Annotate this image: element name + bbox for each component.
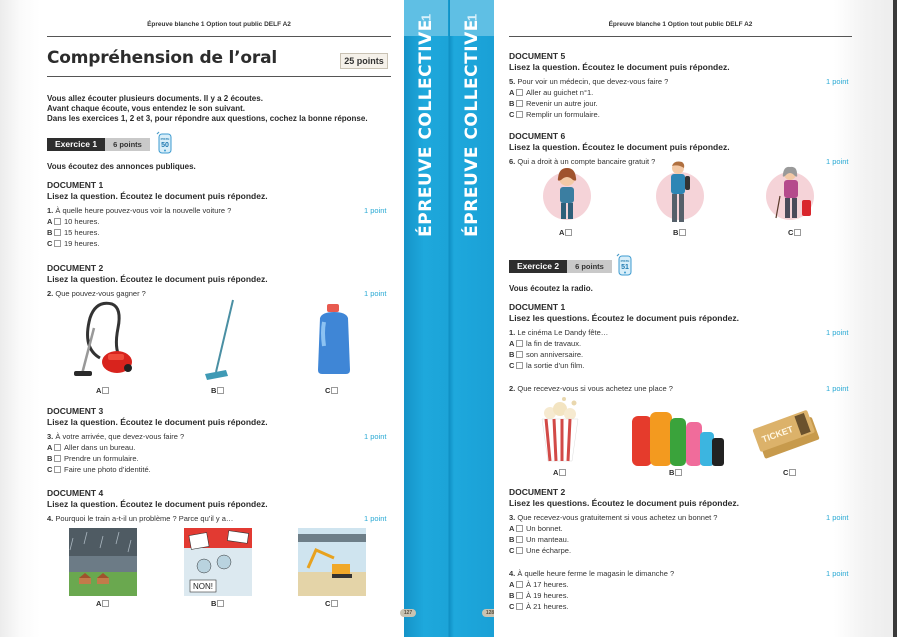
- document-instruction: Lisez la question. Écoutez le document puis répondez.: [47, 499, 268, 509]
- option-c[interactable]: [47, 465, 151, 474]
- checkbox[interactable]: [102, 600, 109, 607]
- detergent-bottle-image: [314, 302, 354, 376]
- option-c[interactable]: [509, 546, 571, 555]
- checkbox[interactable]: [516, 100, 523, 107]
- svg-text:TICKET: TICKET: [760, 424, 795, 445]
- child-girl-image: [541, 166, 593, 224]
- option-text: Un manteau.: [526, 535, 569, 544]
- option-letter: B: [673, 228, 679, 237]
- question-text: Le cinéma Le Dandy fête…: [517, 328, 609, 337]
- question-text: Pourquoi le train a-t-il un problème ? Parce qu’il y a…: [55, 514, 234, 523]
- option-a[interactable]: [509, 88, 593, 97]
- option-a[interactable]: [47, 217, 99, 226]
- option-a[interactable]: [509, 580, 569, 589]
- option-b[interactable]: [509, 99, 598, 108]
- audio-track-icon[interactable]: [615, 253, 633, 277]
- option-text: Faire une photo d’identité.: [64, 465, 151, 474]
- option-b[interactable]: [509, 591, 569, 600]
- option-letter: C: [325, 386, 331, 395]
- question-number: 5.: [509, 77, 516, 86]
- checkbox[interactable]: [559, 469, 566, 476]
- exercise-2-header: [509, 260, 612, 273]
- checkbox[interactable]: [54, 466, 61, 473]
- option-text: Aller dans un bureau.: [64, 443, 136, 452]
- question-number: 4.: [509, 569, 516, 578]
- checkbox[interactable]: [516, 111, 523, 118]
- image-option-c[interactable]: [325, 599, 338, 608]
- protest-strike-image: [184, 528, 252, 596]
- exercise-1-header: [47, 138, 150, 151]
- elderly-woman-image: [766, 166, 828, 224]
- header-rule: [47, 36, 391, 37]
- question-text: Que pouvez-vous gagner ?: [55, 289, 146, 298]
- checkbox[interactable]: [54, 455, 61, 462]
- question-number: 2.: [47, 289, 54, 298]
- exercise-label: Exercice 1: [47, 138, 105, 151]
- document-instruction: Lisez la question. Écoutez le document puis répondez.: [47, 191, 268, 201]
- image-option-a[interactable]: [96, 386, 109, 395]
- document-instruction: Lisez la question. Écoutez le document puis répondez.: [47, 417, 268, 427]
- option-letter: B: [509, 591, 515, 600]
- checkbox[interactable]: [516, 592, 523, 599]
- question-text: Que recevez-vous si vous achetez une place ?: [517, 384, 673, 393]
- document-heading: DOCUMENT 2: [47, 263, 104, 273]
- checkbox[interactable]: [516, 525, 523, 532]
- question-text: À quelle heure ferme le magasin le dimanche ?: [517, 569, 675, 578]
- popcorn-image: [534, 395, 586, 463]
- option-a[interactable]: [509, 524, 563, 533]
- option-letter: B: [211, 599, 217, 608]
- tickets-image: [752, 408, 822, 460]
- option-letter: B: [509, 535, 515, 544]
- image-option-a[interactable]: [96, 599, 109, 608]
- checkbox[interactable]: [675, 469, 682, 476]
- checkbox[interactable]: [679, 229, 686, 236]
- question-5: [509, 77, 668, 86]
- page-title: Compréhension de l’oral: [47, 48, 277, 68]
- option-text: Aller au guichet n°1.: [526, 88, 594, 97]
- spine-number: 1: [418, 13, 434, 22]
- question-ex2-2: [509, 384, 673, 393]
- question-points: 1 point: [826, 569, 849, 578]
- option-c[interactable]: [509, 361, 584, 370]
- option-letter: A: [509, 580, 515, 589]
- question-points: 1 point: [364, 289, 387, 298]
- instruction-line: Vous allez écouter plusieurs documents. Il y a 2 écoutes.: [47, 94, 263, 103]
- image-option-c[interactable]: [783, 468, 796, 477]
- option-letter: B: [211, 386, 217, 395]
- image-option-b[interactable]: [211, 386, 224, 395]
- question-text: Qui a droit à un compte bancaire gratuit ?: [517, 157, 656, 166]
- svg-text:51: 51: [621, 264, 629, 271]
- checkbox[interactable]: [794, 229, 801, 236]
- exercise-lead: Vous écoutez des annonces publiques.: [47, 162, 196, 171]
- document-heading: DOCUMENT 4: [47, 488, 104, 498]
- question-number: 6.: [509, 157, 516, 166]
- document-instruction: Lisez les questions. Écoutez le document puis répondez.: [509, 313, 740, 323]
- right-page: [494, 0, 897, 637]
- total-points-badge: 25 points: [340, 53, 388, 69]
- checkbox[interactable]: [331, 600, 338, 607]
- image-option-a[interactable]: [559, 228, 572, 237]
- option-letter: C: [788, 228, 794, 237]
- option-text: la sortie d’un film.: [526, 361, 585, 370]
- checkbox[interactable]: [516, 603, 523, 610]
- option-text: son anniversaire.: [526, 350, 584, 359]
- checkbox[interactable]: [565, 229, 572, 236]
- svg-text:NON!: NON!: [193, 582, 213, 591]
- option-text: Remplir un formulaire.: [526, 110, 600, 119]
- exercise-points: 6 points: [105, 138, 150, 151]
- book-spine: [404, 0, 494, 637]
- question-points: 1 point: [826, 328, 849, 337]
- checkbox[interactable]: [217, 600, 224, 607]
- spine-tab-left: [404, 0, 448, 637]
- question-number: 3.: [509, 513, 516, 522]
- left-page: [0, 0, 404, 637]
- document-instruction: Lisez les questions. Écoutez le document puis répondez.: [509, 498, 740, 508]
- question-text: Pour voir un médecin, que devez-vous faire ?: [517, 77, 669, 86]
- header-rule: [509, 36, 852, 37]
- audio-track-icon[interactable]: [155, 131, 173, 155]
- option-letter: C: [509, 110, 515, 119]
- document-instruction: Lisez la question. Écoutez le document puis répondez.: [47, 274, 268, 284]
- option-letter: C: [509, 602, 515, 611]
- question-4: [47, 514, 233, 523]
- instructions: [47, 94, 368, 124]
- option-c[interactable]: [47, 239, 99, 248]
- soda-bottles-image: [630, 404, 726, 466]
- exercise-label: Exercice 2: [509, 260, 567, 273]
- question-number: 3.: [47, 432, 54, 441]
- option-letter: A: [96, 599, 102, 608]
- checkbox[interactable]: [331, 387, 338, 394]
- running-head: Épreuve blanche 1 Option tout public DELF A2: [608, 21, 753, 28]
- question-ex2-1: [509, 328, 608, 337]
- option-b[interactable]: [509, 350, 583, 359]
- option-letter: C: [47, 465, 53, 474]
- checkbox[interactable]: [516, 581, 523, 588]
- spine-tab-right: [450, 0, 494, 637]
- running-head: Épreuve blanche 1 Option tout public DELF A2: [147, 21, 291, 28]
- instruction-line: Dans les exercices 1, 2 et 3, pour répondre aux questions, cochez la bonne réponse.: [47, 114, 368, 123]
- option-letter: B: [509, 99, 515, 108]
- checkbox[interactable]: [516, 362, 523, 369]
- document-heading: DOCUMENT 1: [509, 302, 566, 312]
- question-3: [47, 432, 184, 441]
- document-instruction: Lisez la question. Écoutez le document puis répondez.: [509, 62, 730, 72]
- question-6: [509, 157, 655, 166]
- question-points: 1 point: [826, 157, 849, 166]
- question-points: 1 point: [826, 77, 849, 86]
- question-text: Que recevez-vous gratuitement si vous achetez un bonnet ?: [517, 513, 718, 522]
- page-number-right: 128: [482, 609, 498, 617]
- question-number: 1.: [509, 328, 516, 337]
- checkbox[interactable]: [217, 387, 224, 394]
- option-letter: B: [47, 454, 53, 463]
- option-letter: A: [47, 217, 53, 226]
- question-text: À votre arrivée, que devez-vous faire ?: [55, 432, 185, 441]
- spine-number: 1: [464, 13, 480, 22]
- option-text: À 21 heures.: [526, 602, 569, 611]
- document-instruction: Lisez la question. Écoutez le document puis répondez.: [509, 142, 730, 152]
- option-letter: B: [509, 350, 515, 359]
- question-1: [47, 206, 231, 215]
- teenage-boy-image: [654, 160, 706, 226]
- question-2: [47, 289, 146, 298]
- spine-label: ÉPREUVE COLLECTIVE: [462, 19, 482, 237]
- option-letter: A: [96, 386, 102, 395]
- option-text: Prendre un formulaire.: [64, 454, 139, 463]
- checkbox[interactable]: [516, 351, 523, 358]
- image-option-b[interactable]: [211, 599, 224, 608]
- construction-works-image: [298, 528, 366, 596]
- question-points: 1 point: [826, 384, 849, 393]
- checkbox[interactable]: [516, 536, 523, 543]
- option-letter: C: [783, 468, 789, 477]
- option-text: Revenir un autre jour.: [526, 99, 598, 108]
- option-letter: B: [47, 228, 53, 237]
- option-b[interactable]: [509, 535, 569, 544]
- checkbox[interactable]: [54, 240, 61, 247]
- checkbox[interactable]: [516, 547, 523, 554]
- question-number: 4.: [47, 514, 54, 523]
- option-letter: A: [47, 443, 53, 452]
- option-letter: A: [509, 88, 515, 97]
- option-text: 15 heures.: [64, 228, 100, 237]
- option-letter: A: [559, 228, 565, 237]
- option-text: 19 heures.: [64, 239, 100, 248]
- question-points: 1 point: [364, 206, 387, 215]
- image-option-b[interactable]: [669, 468, 682, 477]
- svg-text:PISTE: PISTE: [160, 137, 170, 141]
- option-b[interactable]: [47, 454, 139, 463]
- vacuum-cleaner-image: [72, 298, 134, 380]
- option-letter: C: [47, 239, 53, 248]
- image-option-c[interactable]: [325, 386, 338, 395]
- option-a[interactable]: [47, 443, 135, 452]
- option-letter: C: [509, 546, 515, 555]
- checkbox[interactable]: [789, 469, 796, 476]
- question-number: 1.: [47, 206, 54, 215]
- option-letter: A: [553, 468, 559, 477]
- option-letter: B: [669, 468, 675, 477]
- checkbox[interactable]: [516, 340, 523, 347]
- option-c[interactable]: [509, 110, 600, 119]
- option-a[interactable]: [509, 339, 581, 348]
- checkbox[interactable]: [54, 444, 61, 451]
- option-text: la fin de travaux.: [526, 339, 582, 348]
- svg-text:PISTE: PISTE: [620, 259, 630, 263]
- instruction-line: Avant chaque écoute, vous entendez le son suivant.: [47, 104, 245, 113]
- spine-label: ÉPREUVE COLLECTIVE: [416, 19, 436, 237]
- broom-image: [202, 298, 238, 382]
- document-heading: DOCUMENT 5: [509, 51, 566, 61]
- option-text: À 17 heures.: [526, 580, 569, 589]
- checkbox[interactable]: [102, 387, 109, 394]
- page-number-left: 127: [400, 609, 416, 617]
- option-letter: C: [325, 599, 331, 608]
- question-text: À quelle heure pouvez-vous voir la nouvelle voiture ?: [55, 206, 232, 215]
- image-option-b[interactable]: [673, 228, 686, 237]
- question-points: 1 point: [826, 513, 849, 522]
- option-letter: A: [509, 524, 515, 533]
- document-heading: DOCUMENT 1: [47, 180, 104, 190]
- option-text: 10 heures.: [64, 217, 100, 226]
- option-b[interactable]: [47, 228, 99, 237]
- document-heading: DOCUMENT 6: [509, 131, 566, 141]
- checkbox[interactable]: [516, 89, 523, 96]
- checkbox[interactable]: [54, 218, 61, 225]
- option-text: Un bonnet.: [526, 524, 563, 533]
- option-letter: A: [509, 339, 515, 348]
- option-letter: C: [509, 361, 515, 370]
- option-text: À 19 heures.: [526, 591, 569, 600]
- document-heading: DOCUMENT 2: [509, 487, 566, 497]
- question-ex2-4: [509, 569, 674, 578]
- exercise-points: 6 points: [567, 260, 612, 273]
- image-option-c[interactable]: [788, 228, 801, 237]
- document-heading: DOCUMENT 3: [47, 406, 104, 416]
- storm-rain-image: [69, 528, 137, 596]
- image-option-a[interactable]: [553, 468, 566, 477]
- question-points: 1 point: [364, 432, 387, 441]
- question-points: 1 point: [364, 514, 387, 523]
- title-rule: [47, 76, 391, 77]
- option-text: Une écharpe.: [526, 546, 572, 555]
- question-ex2-3: [509, 513, 717, 522]
- exercise-lead: Vous écoutez la radio.: [509, 284, 593, 293]
- option-c[interactable]: [509, 602, 569, 611]
- svg-text:50: 50: [161, 142, 169, 149]
- question-number: 2.: [509, 384, 516, 393]
- checkbox[interactable]: [54, 229, 61, 236]
